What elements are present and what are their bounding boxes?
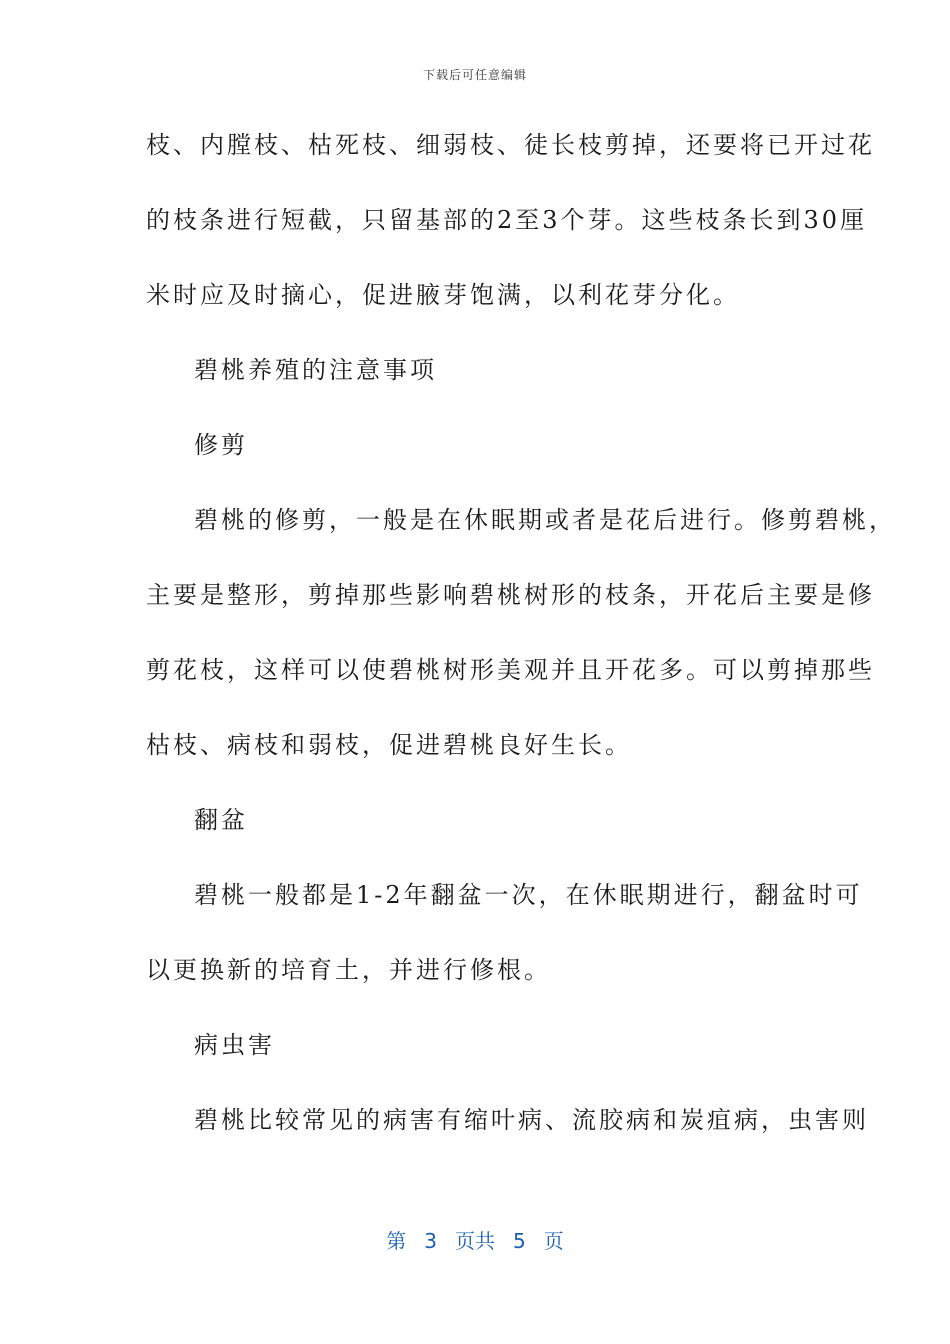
body-line: 枯枝、病枝和弱枝，促进碧桃良好生长。	[146, 731, 632, 759]
page-header: 下载后可任意编辑	[422, 68, 527, 82]
section-heading: 碧桃养殖的注意事项	[194, 356, 437, 384]
body-line: 主要是整形，剪掉那些影响碧桃树形的枝条，开花后主要是修	[146, 581, 875, 609]
body-line: 剪花枝，这样可以使碧桃树形美观并且开花多。可以剪掉那些	[146, 656, 875, 684]
subheading-pests: 病虫害	[194, 1031, 275, 1059]
body-line: 米时应及时摘心，促进腋芽饱满，以利花芽分化。	[146, 281, 740, 309]
subheading-repotting: 翻盆	[194, 806, 248, 834]
body-line: 的枝条进行短截，只留基部的2至3个芽。这些枝条长到30厘	[146, 206, 868, 234]
page-footer	[0, 1225, 950, 1254]
footer-page-label: 第	[386, 1229, 407, 1253]
footer-page-end: 页	[543, 1229, 564, 1253]
body-line: 枝、内膛枝、枯死枝、细弱枝、徒长枝剪掉，还要将已开过花	[146, 131, 875, 159]
subheading-pruning: 修剪	[194, 431, 248, 459]
body-line: 碧桃一般都是1-2年翻盆一次，在休眠期进行，翻盆时可	[194, 881, 863, 909]
body-line: 碧桃的修剪，一般是在休眠期或者是花后进行。修剪碧桃，	[194, 506, 896, 534]
footer-page-number: 3	[424, 1229, 437, 1253]
body-line: 碧桃比较常见的病害有缩叶病、流胶病和炭疽病，虫害则	[194, 1106, 869, 1134]
body-line: 以更换新的培育土，并进行修根。	[146, 956, 551, 984]
footer-page-mid: 页共	[455, 1229, 495, 1253]
footer-total-pages: 5	[513, 1229, 526, 1253]
